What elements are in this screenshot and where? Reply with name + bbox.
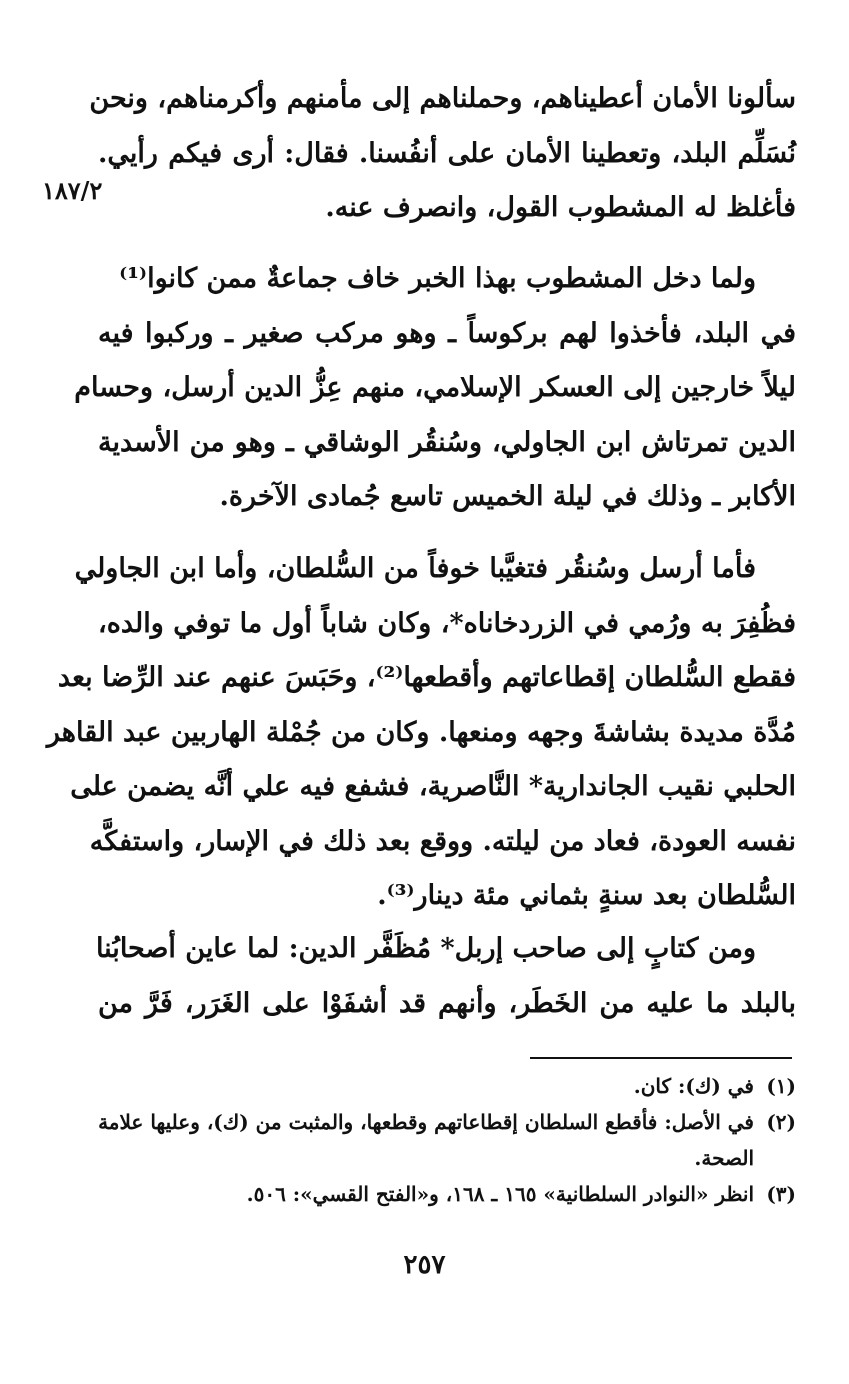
- text-line: الدين تمرتاش ابن الجاولي، وسُنقُر الوشاقي ـ وهو من الأسدية: [98, 426, 796, 458]
- text-line: فقطع السُّلطان إقطاعاتهم وأقطعها⁽²⁾، وحَبَسَ عنهم عند الرِّضا بعد: [57, 662, 796, 693]
- footnote-number: (٢): [766, 1110, 796, 1134]
- text-line: بالبلد ما عليه من الخَطَر، وأنهم قد أشفَوْا على الغَرَر، فَرَّ من: [98, 987, 796, 1019]
- text-line: نفسه العودة، فعاد من ليلته. ووقع بعد ذلك في الإسار، واستفكَّه: [89, 825, 796, 857]
- page-number: ٢٥٧: [403, 1250, 446, 1280]
- text-line: فأغلظ له المشطوب القول، وانصرف عنه.: [325, 192, 796, 223]
- text-line: سألونا الأمان أعطيناهم، وحملناهم إلى مأمنهم وأكرمناهم، ونحن: [89, 83, 796, 114]
- footnote-2: [98, 1104, 796, 1176]
- text-line: الحلبي نقيب الجاندارية* النَّاصرية، فشفع فيه علي أنَّه يضمن على: [70, 771, 796, 802]
- text-line: في البلد، فأخذوا لهم بركوساً ـ وهو مركب صغير ـ وركبوا فيه: [98, 317, 797, 349]
- footnote-text: في الأصل: فأقطع السلطان إقطاعاتهم وقطعها، والمثبت من (ك)، وعليها علامة الصحة.: [98, 1110, 754, 1170]
- footnotes: [98, 1068, 796, 1212]
- footnote-text: انظر «النوادر السلطانية» ١٦٥ ـ ١٦٨، و«الفتح القسي»: ٥٠٦.: [246, 1182, 754, 1206]
- footnote-text: في (ك): كان.: [633, 1074, 754, 1098]
- text-line: السُّلطان بعد سنةٍ بثماني مئة دينار⁽³⁾.: [377, 880, 796, 911]
- text-line: ولما دخل المشطوب بهذا الخبر خاف جماعةٌ ممن كانوا⁽¹⁾: [119, 263, 756, 294]
- text-line: فأما أرسل وسُنقُر فتغيَّبا خوفاً من السُّلطان، وأما ابن الجاولي: [74, 553, 756, 584]
- text-line: فظُفِرَ به ورُمي في الزردخاناه*، وكان شاباً أول ما توفي والده،: [98, 607, 796, 639]
- text-line: الأكابر ـ وذلك في ليلة الخميس تاسع جُمادى الآخرة.: [219, 481, 796, 512]
- margin-volume-reference: ١٨٧/٢: [42, 176, 103, 205]
- footnote-1: [98, 1068, 796, 1104]
- text-line: نُسَلِّم البلد، وتعطينا الأمان على أنفُسنا. فقال: أرى فيكم رأيي.: [98, 137, 796, 169]
- footnote-number: (١): [766, 1074, 796, 1098]
- footnote-3: [98, 1176, 796, 1212]
- paragraph-1: [89, 72, 796, 236]
- paragraph-4: [95, 922, 796, 1031]
- footnote-divider: [530, 1057, 792, 1059]
- paragraph-3: [46, 542, 796, 924]
- paragraph-2: [74, 252, 797, 525]
- text-line: مُدَّة مديدة بشاشةَ وجهه ومنعها. وكان من جُمْلة الهاربين عبد القاهر: [46, 716, 796, 748]
- footnote-number: (٣): [766, 1182, 796, 1206]
- text-line: ومن كتابٍ إلى صاحب إربل* مُظَفَّر الدين: لما عاين أصحابُنا: [95, 933, 756, 964]
- text-line: ليلاً خارجين إلى العسكر الإسلامي، منهم عِزُّ الدين أرسل، وحسام: [74, 372, 796, 403]
